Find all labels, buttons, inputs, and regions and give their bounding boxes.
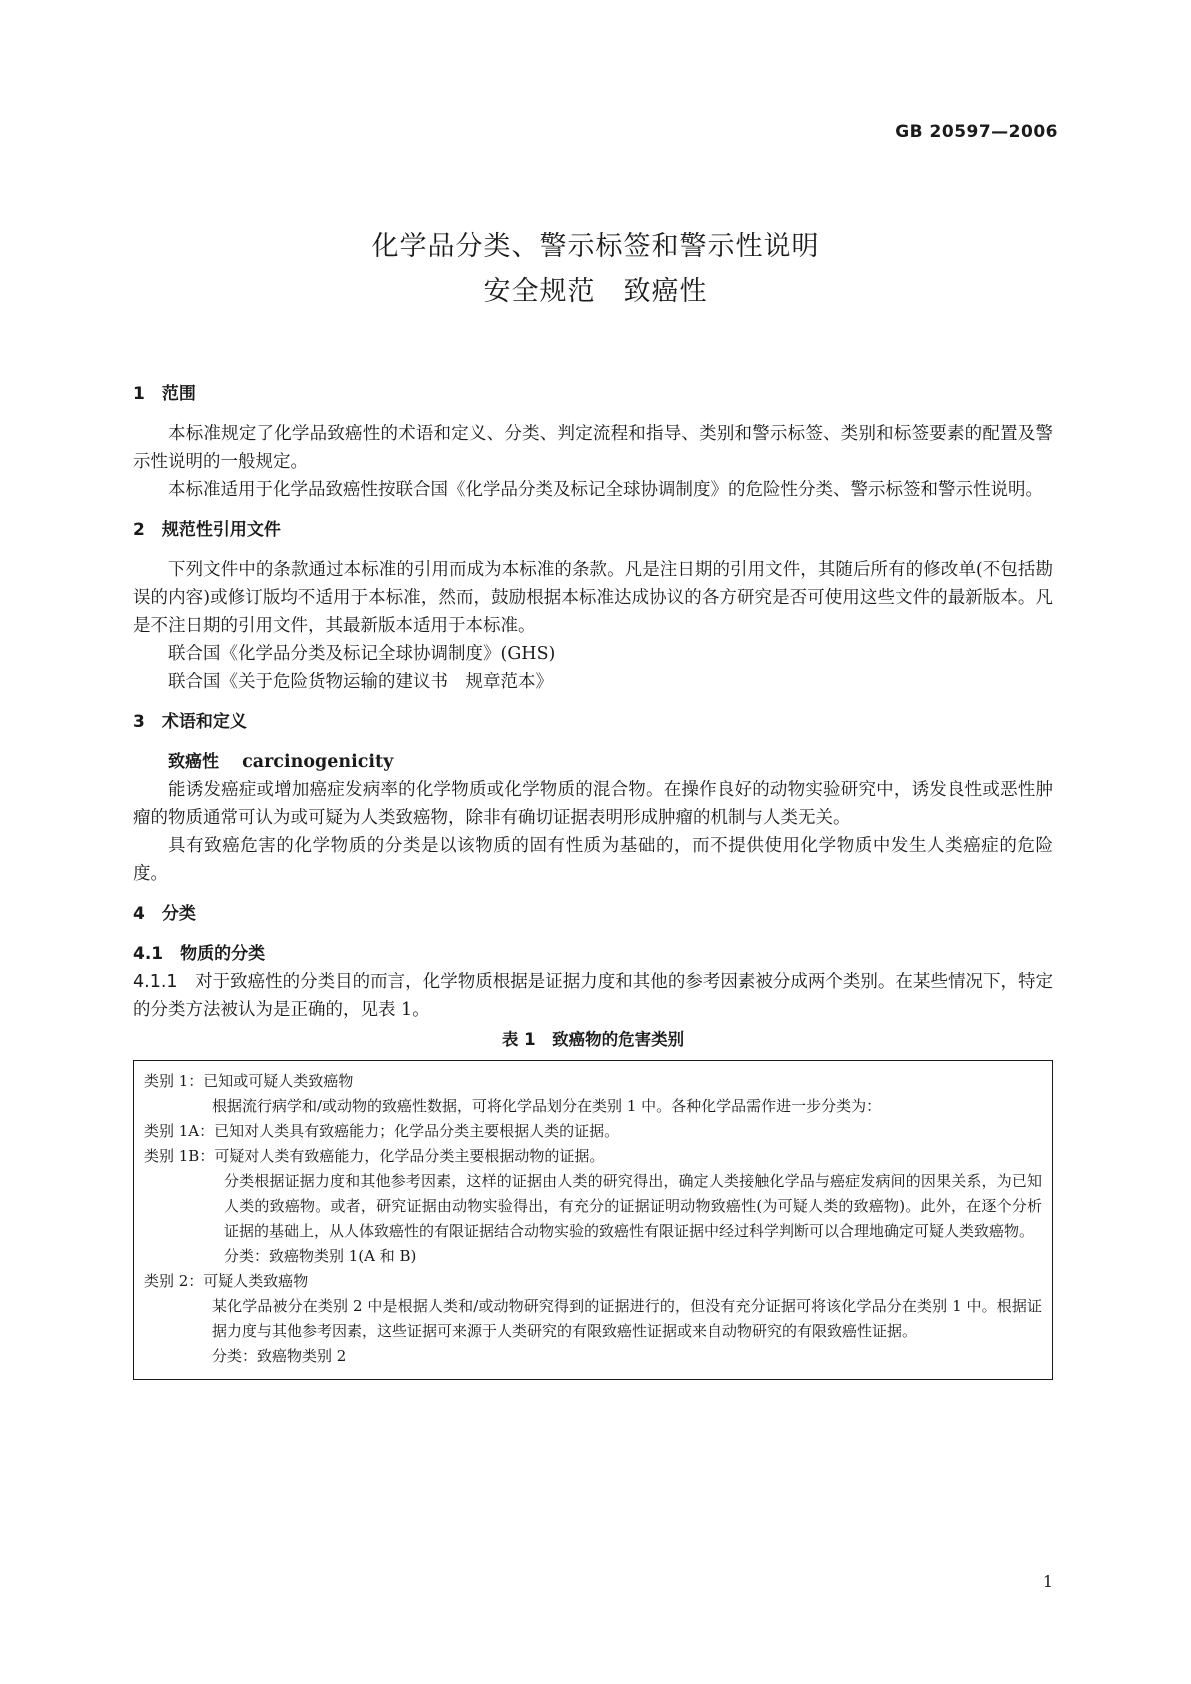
standard-number: GB 20597—2006 — [895, 122, 1058, 142]
clause-number: 4.1.1 — [133, 972, 178, 992]
section-1-heading: 1 范围 — [133, 384, 196, 404]
table-category-1-paragraph: 分类根据证据力度和其他参考因素，这样的证据由人类的研究得出，确定人类接触化学品与癌症发病间的因果关系，为已知人类的致癌物。或者，研究证据由动物实验得出，有充分的证据证明动物致癌性(为可疑人类的致癌物)。此外，在逐个分析证据的基础上，从人体致癌性的有限证据结合动物实验的致癌性有限证据中经过科学判断可以合理地确定可疑人类致癌物。 — [224, 1172, 1042, 1240]
section-3-heading: 3 术语和定义 — [133, 712, 247, 732]
term-english: carcinogenicity — [242, 752, 394, 772]
hazard-category-table — [133, 1060, 1053, 1380]
page-number: 1 — [1042, 1572, 1053, 1591]
section-2-heading: 2 规范性引用文件 — [133, 520, 281, 540]
document-body — [133, 368, 1053, 1380]
reference-transport: 联合国《关于危险货物运输的建议书 规章范本》 — [168, 672, 553, 692]
section-1-paragraph-2: 本标准适用于化学品致癌性按联合国《化学品分类及标记全球协调制度》的危险性分类、警示标签和警示性说明。 — [168, 480, 1043, 500]
title-line-2: 安全规范 致癌性 — [483, 276, 708, 307]
table-category-1-classification: 分类：致癌物类别 1(A 和 B) — [224, 1247, 417, 1265]
section-1-paragraph-1: 本标准规定了化学品致癌性的术语和定义、分类、判定流程和指导、类别和警示标签、类别和标签要素的配置及警示性说明的一般规定。 — [133, 424, 1053, 472]
table-category-1: 类别 1：已知或可疑人类致癌物 — [144, 1072, 354, 1090]
reference-ghs: 联合国《化学品分类及标记全球协调制度》(GHS) — [168, 644, 556, 664]
table-category-2-classification: 分类：致癌物类别 2 — [212, 1347, 347, 1365]
table-category-1-description: 根据流行病学和/或动物的致癌性数据，可将化学品划分在类别 1 中。各种化学品需作进一步分类为： — [212, 1097, 882, 1115]
section-4-1-heading: 4.1 物质的分类 — [133, 944, 266, 964]
section-2-paragraph-1: 下列文件中的条款通过本标准的引用而成为本标准的条款。凡是注日期的引用文件，其随后所有的修改单(不包括勘误的内容)或修订版均不适用于本标准，然而，鼓励根据本标准达成协议的各方研究是否可使用这些文件的最新版本。凡是不注日期的引用文件，其最新版本适用于本标准。 — [133, 560, 1053, 636]
term-definition: 能诱发癌症或增加癌症发病率的化学物质或化学物质的混合物。在操作良好的动物实验研究中，诱发良性或恶性肿瘤的物质通常可认为或可疑为人类致癌物，除非有确切证据表明形成肿瘤的机制与人类无关。 — [133, 780, 1053, 828]
table-category-2: 类别 2：可疑人类致癌物 — [144, 1272, 309, 1290]
section-4-heading: 4 分类 — [133, 904, 196, 924]
title-line-1: 化学品分类、警示标签和警示性说明 — [371, 231, 820, 262]
document-title — [0, 224, 1191, 314]
clause-4-1-1 — [133, 968, 1053, 1024]
term-entry — [133, 748, 1053, 776]
table-category-2-paragraph: 某化学品被分在类别 2 中是根据人类和/或动物研究得到的证据进行的，但没有充分证据可将该化学品分在类别 1 中。根据证据力度与其他参考因素，这些证据可来源于人类研究的有限致癌性证据或来自动物研究的有限致癌性证据。 — [212, 1297, 1042, 1340]
table-caption: 表 1 致癌物的危害类别 — [501, 1030, 685, 1049]
term-chinese: 致癌性 — [168, 752, 219, 772]
table-category-1a: 类别 1A：已知对人类具有致癌能力；化学品分类主要根据人类的证据。 — [144, 1122, 620, 1140]
clause-text: 对于致癌性的分类目的而言，化学物质根据是证据力度和其他的参考因素被分成两个类别。在某些情况下，特定的分类方法被认为是正确的，见表 1。 — [133, 972, 1054, 1020]
table-category-1b: 类别 1B：可疑对人类有致癌能力，化学品分类主要根据动物的证据。 — [144, 1147, 605, 1165]
term-note: 具有致癌危害的化学物质的分类是以该物质的固有性质为基础的，而不提供使用化学物质中发生人类癌症的危险度。 — [133, 836, 1053, 884]
